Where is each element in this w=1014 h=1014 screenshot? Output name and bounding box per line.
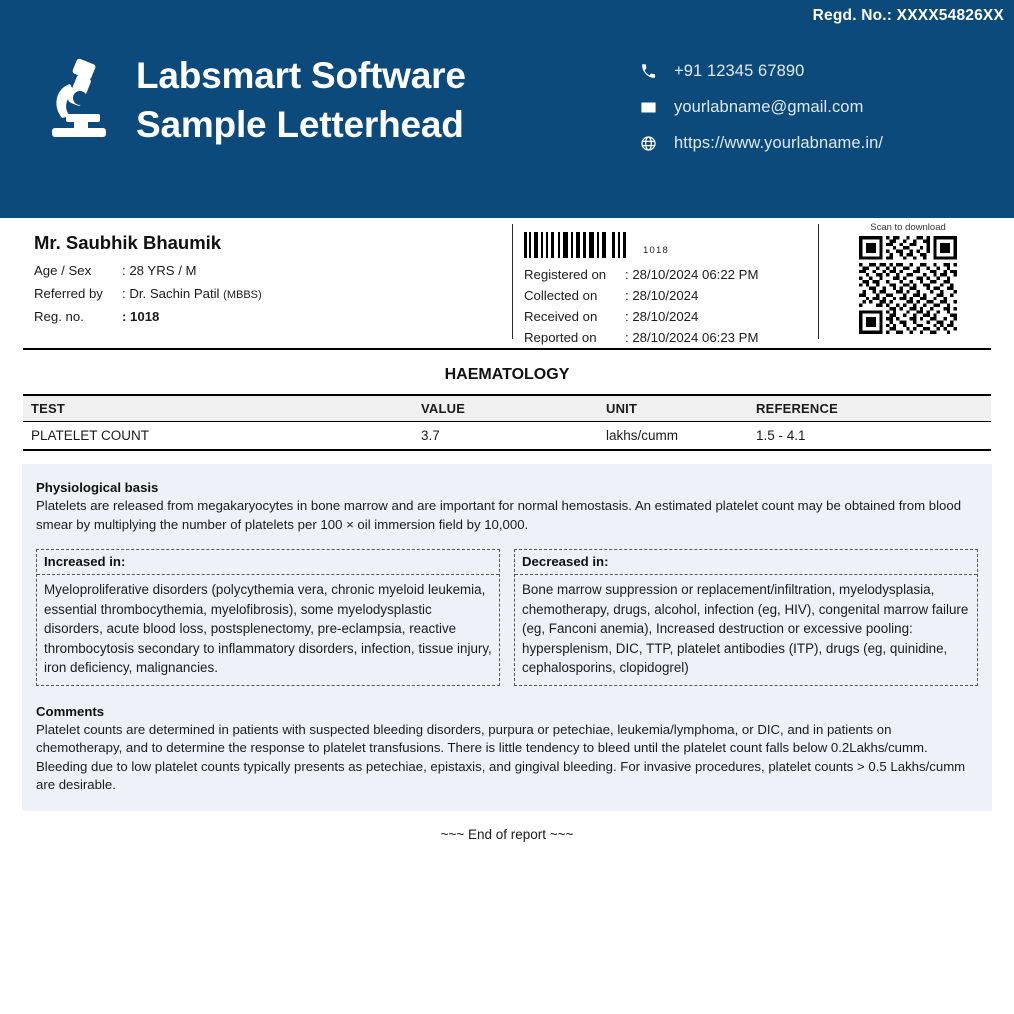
registration-number: Regd. No.: XXXX54826XX bbox=[812, 7, 1004, 24]
end-of-report: ~~~ End of report ~~~ bbox=[440, 826, 574, 842]
info-divider-left bbox=[512, 224, 513, 339]
decreased-in-text: Bone marrow suppression or replacement/infiltration, myelodysplasia, chemotherapy, drugs, alcohol, infection (eg, HIV), congenital marrow failure (eg, Fanconi anemia), Increased destruction or excessive pooling: hypersplenism, DIC, TTP, platelet antibodies (ITP), drugs (eg, quinidine, cephalosporins, clopidogrel) bbox=[522, 582, 969, 675]
comments-block bbox=[36, 704, 978, 795]
patient-field-label: Referred by bbox=[34, 285, 103, 301]
patient-name: Mr. Saubhik Bhaumik bbox=[34, 232, 222, 253]
sample-collected-on bbox=[524, 285, 758, 306]
sample-field-label: Reported on bbox=[524, 330, 597, 345]
patient-field-referred-by bbox=[34, 283, 262, 307]
patient-field-value: : 28 YRS / M bbox=[122, 263, 197, 278]
patient-field-value bbox=[122, 283, 262, 307]
table-row bbox=[23, 422, 991, 451]
section-divider bbox=[23, 348, 991, 350]
qr-caption: Scan to download bbox=[870, 222, 946, 233]
barcode-row bbox=[524, 230, 758, 258]
patient-field-label: Reg. no. bbox=[34, 309, 84, 324]
contact-email-text: yourlabname@gmail.com bbox=[674, 98, 864, 116]
column-header-test: TEST bbox=[23, 395, 413, 422]
sample-field-value: : 28/10/2024 bbox=[625, 288, 699, 303]
sample-registered-on bbox=[524, 264, 758, 285]
barcode-icon bbox=[524, 232, 634, 258]
brand-name bbox=[136, 52, 466, 150]
department-title: HAEMATOLOGY bbox=[444, 366, 570, 383]
patient-info-section bbox=[0, 218, 1014, 348]
comments-title: Comments bbox=[36, 703, 105, 719]
sample-field-value: : 28/10/2024 06:23 PM bbox=[625, 330, 759, 345]
physiological-basis-title: Physiological basis bbox=[36, 480, 159, 495]
increased-in-box bbox=[36, 549, 500, 686]
qr-block bbox=[838, 222, 978, 334]
contact-phone bbox=[640, 62, 883, 81]
sample-field-label: Registered on bbox=[524, 267, 607, 282]
increased-in-text: Myeloproliferative disorders (polycythemia vera, chronic myeloid leukemia, essential thrombocythemia, myelofibrosis), some myelodysplastic disorders, acute blood loss, postsplenectomy, pre-eclampsia, reactive thrombocytosis secondary to inflammatory disorders, infection, tissue injury, iron deficiency, malignancies. bbox=[44, 582, 492, 675]
sample-reported-on bbox=[524, 327, 758, 348]
increased-in-title: Increased in: bbox=[37, 550, 499, 575]
contact-website-text: https://www.yourlabname.in/ bbox=[674, 134, 884, 152]
email-icon bbox=[640, 99, 657, 116]
contact-email bbox=[640, 98, 883, 117]
brand-line-2: Sample Letterhead bbox=[136, 103, 464, 145]
patient-field-reg-no bbox=[34, 306, 262, 329]
referrer-qualification: (MBBS) bbox=[223, 288, 262, 301]
cell-test-name: PLATELET COUNT bbox=[23, 422, 413, 451]
column-header-unit: UNIT bbox=[598, 395, 748, 422]
physiological-basis-block bbox=[36, 480, 978, 534]
cell-reference: 1.5 - 4.1 bbox=[748, 422, 991, 451]
sample-field-value: : 28/10/2024 bbox=[625, 309, 699, 324]
column-header-value: VALUE bbox=[413, 395, 598, 422]
interpretation-panel bbox=[22, 464, 992, 811]
brand-line-1: Labsmart Software bbox=[136, 55, 466, 96]
decreased-in-box bbox=[514, 549, 978, 686]
referrer-name: : Dr. Sachin Patil bbox=[122, 285, 220, 301]
info-divider-right bbox=[818, 224, 819, 339]
patient-details bbox=[34, 232, 262, 329]
qr-code-icon[interactable] bbox=[838, 236, 978, 334]
contact-list bbox=[640, 62, 883, 153]
increased-decreased-columns bbox=[36, 549, 978, 686]
sample-field-label: Received on bbox=[524, 309, 598, 324]
column-header-reference: REFERENCE bbox=[748, 395, 991, 422]
microscope-icon bbox=[44, 58, 114, 144]
contact-phone-text: +91 12345 67890 bbox=[674, 62, 805, 80]
contact-website bbox=[640, 134, 883, 153]
patient-field-label: Age / Sex bbox=[34, 263, 92, 278]
results-table bbox=[23, 394, 991, 451]
cell-unit: lakhs/cumm bbox=[598, 422, 748, 451]
sample-received-on bbox=[524, 306, 758, 327]
table-header-row bbox=[23, 395, 991, 422]
decreased-in-title: Decreased in: bbox=[515, 550, 977, 575]
patient-field-value: : 1018 bbox=[122, 309, 160, 324]
sample-field-value: : 28/10/2024 06:22 PM bbox=[625, 267, 759, 282]
physiological-basis-text: Platelets are released from megakaryocytes in bone marrow and are important for normal hemostasis. An estimated platelet count may be obtained from blood smear by multiplying the number of platelets per 100 × oil immersion field by 10,000. bbox=[36, 498, 962, 532]
patient-field-age-sex bbox=[34, 260, 262, 283]
letterhead-header bbox=[0, 0, 1014, 218]
barcode-number: 1018 bbox=[643, 245, 669, 256]
phone-icon bbox=[640, 63, 657, 80]
brand-block bbox=[44, 52, 466, 150]
sample-details bbox=[524, 230, 758, 348]
globe-icon bbox=[640, 135, 657, 152]
comments-text: Platelet counts are determined in patients with suspected bleeding disorders, purpura or petechiae, leukemia/lymphoma, or DIC, and in patients on chemotherapy, and to determine the response to platelet transfusions. There is little tendency to bleed until the platelet count falls below 0.2Lakhs/cumm. Bleeding due to low platelet counts typically presents as petechiae, epistaxis, and gingival bleeding. For invasive procedures, platelet counts > 0.5 Lakhs/cumm are desirable. bbox=[36, 721, 966, 792]
sample-field-label: Collected on bbox=[524, 288, 598, 303]
cell-value: 3.7 bbox=[413, 422, 598, 451]
